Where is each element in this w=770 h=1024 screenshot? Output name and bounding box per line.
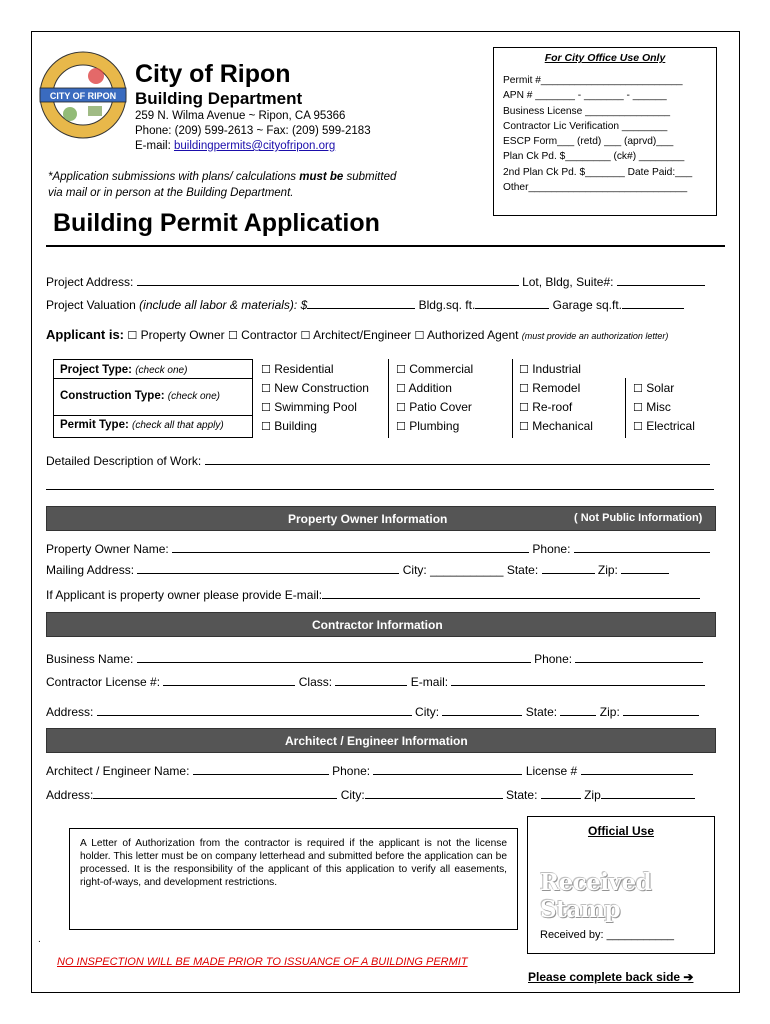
contractor-address-field[interactable] <box>97 705 412 716</box>
page-title: Building Permit Application <box>53 209 380 237</box>
office-use-title: For City Office Use Only <box>544 52 666 64</box>
label-solar: Solar <box>646 381 675 395</box>
label-patio-cover: Patio Cover <box>409 400 472 414</box>
option-commercial[interactable] <box>396 362 473 376</box>
architect-zip-field[interactable] <box>601 788 695 799</box>
contractor-city-field[interactable] <box>442 705 522 716</box>
architect-city-label: City: <box>340 788 365 802</box>
contractor-zip-field[interactable] <box>623 705 699 716</box>
architect-name-row <box>46 764 693 778</box>
description-field[interactable] <box>205 454 710 465</box>
class-label: Class: <box>298 675 333 689</box>
city-phone-fax: Phone: (209) 599-2613 ~ Fax: (209) 599-2183 <box>135 125 371 137</box>
project-type-text: Project Type: <box>60 364 136 376</box>
architect-license-label: License # <box>525 764 578 778</box>
project-address-field[interactable] <box>137 275 519 286</box>
checkbox-swimming-pool[interactable]: ☐ <box>261 401 271 414</box>
license-row <box>46 675 705 689</box>
garage-sqft-label: Garage sq.ft. <box>552 298 623 312</box>
official-use-title: Official Use <box>587 824 655 838</box>
owner-zip-field[interactable] <box>621 563 669 574</box>
col-sep-2 <box>512 359 513 438</box>
submission-note-line2: via mail or in person at the Building Department. <box>48 187 294 199</box>
label-re-roof: Re-roof <box>532 400 573 414</box>
office-use-box <box>493 47 717 216</box>
contractor-section-header <box>46 612 716 637</box>
checkbox-re-roof[interactable]: ☐ <box>519 401 529 414</box>
label-mechanical: Mechanical <box>532 419 593 433</box>
option-addition[interactable] <box>396 381 452 395</box>
option-swimming-pool[interactable] <box>261 400 357 414</box>
owner-section-header <box>46 506 716 531</box>
bldg-sqft-label: Bldg.sq. ft. <box>418 298 476 312</box>
checkbox-commercial[interactable]: ☐ <box>396 363 406 376</box>
note-bold: must be <box>299 171 344 183</box>
license-field[interactable] <box>163 675 295 686</box>
project-valuation-row <box>46 298 684 312</box>
owner-state-field[interactable] <box>542 563 595 574</box>
contractor-state-label: State: <box>525 705 558 719</box>
project-type-label <box>60 364 187 376</box>
owner-name-field[interactable] <box>172 542 529 553</box>
lot-field[interactable] <box>617 275 705 286</box>
owner-name-label: Property Owner Name: <box>46 542 169 556</box>
note-suffix: submitted <box>343 171 397 183</box>
svg-text:CITY OF RIPON: CITY OF RIPON <box>49 91 117 101</box>
city-seal-logo <box>38 50 128 140</box>
label-new-construction: New Construction <box>274 381 369 395</box>
permit-type-text: Permit Type: <box>60 419 132 431</box>
architect-address-field[interactable] <box>93 788 337 799</box>
owner-mailing-row <box>46 563 669 577</box>
title-rule <box>46 245 725 247</box>
architect-license-field[interactable] <box>581 764 693 775</box>
architect-name-label: Architect / Engineer Name: <box>46 764 190 778</box>
valuation-field[interactable] <box>307 298 415 309</box>
checkbox-new-construction[interactable]: ☐ <box>261 382 271 395</box>
label-commercial: Commercial <box>409 362 474 376</box>
owner-state-label: State: <box>506 563 539 577</box>
owner-email-row <box>46 588 700 602</box>
label-electrical: Electrical <box>646 419 695 433</box>
applicant-option-contractor: Contractor <box>241 328 298 342</box>
option-remodel[interactable] <box>519 381 580 395</box>
office-line-2nd-plan: 2nd Plan Ck Pd. $_______ Date Paid:___ <box>503 166 693 178</box>
project-type-note: (check one) <box>135 365 188 376</box>
office-line-apn: APN # _______ - _______ - ______ <box>503 90 667 102</box>
contractor-state-field[interactable] <box>560 705 596 716</box>
applicant-option-architect: Architect/Engineer <box>313 328 412 342</box>
checkbox-misc[interactable]: ☐ <box>633 401 643 414</box>
checkbox-patio-cover[interactable]: ☐ <box>396 401 406 414</box>
bldg-sqft-field[interactable] <box>475 298 549 309</box>
lot-label: Lot, Bldg, Suite#: <box>522 275 614 289</box>
owner-city-label[interactable]: City: ___________ <box>402 563 504 577</box>
owner-mailing-field[interactable] <box>137 563 399 574</box>
label-plumbing: Plumbing <box>409 419 460 433</box>
option-industrial[interactable] <box>519 362 581 376</box>
checkbox-residential[interactable]: ☐ <box>261 363 271 376</box>
architect-section-header <box>46 728 716 753</box>
authorization-notice: A Letter of Authorization from the contractor is required if the applicant is not the license holder. This letter must be on company letterhead and submitted before the application can be processed. It is the responsibility of the applicant of this application to verify all easements, right-of-ways, and development restrictions. <box>69 828 518 930</box>
valuation-label: Project Valuation <box>46 298 140 312</box>
permit-type-label <box>60 419 224 431</box>
complete-back-side-link[interactable]: Please complete back side ➔ <box>528 970 694 984</box>
owner-name-row <box>46 542 710 556</box>
email-link[interactable]: buildingpermits@cityofripon.org <box>173 140 336 152</box>
col-sep-3 <box>625 378 626 438</box>
type-divider-2 <box>53 415 253 416</box>
applicant-row <box>46 327 668 342</box>
owner-email-label: If Applicant is property owner please provide E-mail: <box>46 588 323 602</box>
applicant-option-owner: Property Owner <box>140 328 225 342</box>
option-building[interactable] <box>261 419 317 433</box>
applicant-label: Applicant is: <box>46 327 125 342</box>
architect-name-field[interactable] <box>193 764 329 775</box>
garage-sqft-field[interactable] <box>622 298 684 309</box>
option-patio-cover[interactable] <box>396 400 472 414</box>
contractor-address-label: Address: <box>46 705 94 719</box>
label-swimming-pool: Swimming Pool <box>274 400 357 414</box>
checkbox-architect[interactable]: ☐ <box>300 329 311 342</box>
label-misc: Misc <box>646 400 671 414</box>
owner-phone-field[interactable] <box>574 542 710 553</box>
contractor-zip-label: Zip: <box>599 705 620 719</box>
construction-type-text: Construction Type: <box>60 390 168 402</box>
checkbox-mechanical[interactable]: ☐ <box>519 420 529 433</box>
option-new-construction[interactable] <box>261 381 369 395</box>
received-by: Received by: ___________ <box>540 929 674 941</box>
contractor-city-label: City: <box>415 705 440 719</box>
checkbox-building[interactable]: ☐ <box>261 420 271 433</box>
architect-section-title: Architect / Engineer Information <box>285 734 468 748</box>
architect-address-row <box>46 788 695 802</box>
department-name: Building Department <box>135 89 303 108</box>
office-line-business: Business License _______________ <box>503 105 671 117</box>
option-re-roof[interactable] <box>519 400 572 414</box>
architect-zip-label: Zip <box>584 788 601 802</box>
note-prefix: *Application submissions with plans/ calculations <box>48 171 300 183</box>
business-name-field[interactable] <box>137 652 531 663</box>
checkbox-owner[interactable]: ☐ <box>127 329 138 342</box>
label-residential: Residential <box>274 362 334 376</box>
permit-type-note: (check all that apply) <box>132 420 224 431</box>
architect-state-label: State: <box>506 788 538 802</box>
label-industrial: Industrial <box>532 362 581 376</box>
applicant-option-agent: Authorized Agent <box>427 328 519 342</box>
architect-state-field[interactable] <box>541 788 581 799</box>
city-email-row <box>135 140 335 152</box>
architect-address-label: Address: <box>46 788 94 802</box>
project-address-row <box>46 275 705 289</box>
email-label: E-mail: <box>135 140 174 152</box>
business-phone-field[interactable] <box>575 652 703 663</box>
description-row <box>46 454 710 468</box>
project-address-label: Project Address: <box>46 275 134 289</box>
office-line-permit: Permit #_________________________ <box>503 75 683 86</box>
checkbox-electrical[interactable]: ☐ <box>633 420 643 433</box>
office-line-escp: ESCP Form___ (retd) ___ (aprvd)___ <box>503 136 674 148</box>
stray-dot: . <box>38 934 41 945</box>
option-electrical[interactable] <box>633 419 695 433</box>
owner-zip-label: Zip: <box>597 563 618 577</box>
description-label: Detailed Description of Work: <box>46 454 202 468</box>
official-use-box <box>527 816 715 954</box>
checkbox-solar[interactable]: ☐ <box>633 382 643 395</box>
owner-mailing-label: Mailing Address: <box>46 563 135 577</box>
checkbox-contractor[interactable]: ☐ <box>227 329 238 342</box>
checkbox-remodel[interactable]: ☐ <box>519 382 529 395</box>
owner-section-title: Property Owner Information <box>288 512 448 526</box>
agent-note: (must provide an authorization letter) <box>521 331 669 341</box>
option-solar[interactable] <box>633 381 674 395</box>
inspection-warning: NO INSPECTION WILL BE MADE PRIOR TO ISSUANCE OF A BUILDING PERMIT <box>57 956 468 968</box>
construction-type-label <box>60 390 220 402</box>
submission-note <box>48 171 396 183</box>
architect-city-field[interactable] <box>365 788 503 799</box>
checkbox-industrial[interactable]: ☐ <box>519 363 529 376</box>
type-divider-1 <box>53 378 253 379</box>
col-sep-1 <box>388 359 389 438</box>
class-field[interactable] <box>335 675 407 686</box>
construction-type-note: (check one) <box>167 391 221 402</box>
business-name-row <box>46 652 703 666</box>
architect-phone-field[interactable] <box>373 764 522 775</box>
label-remodel: Remodel <box>532 381 581 395</box>
office-line-plan-check: Plan Ck Pd. $________ (ck#) ________ <box>503 151 685 163</box>
received-stamp-watermark: Received Stamp <box>540 869 652 923</box>
option-mechanical[interactable] <box>519 419 593 433</box>
option-plumbing[interactable] <box>396 419 459 433</box>
owner-phone-label: Phone: <box>532 542 571 556</box>
architect-phone-label: Phone: <box>332 764 371 778</box>
checkbox-plumbing[interactable]: ☐ <box>396 420 406 433</box>
owner-section-note: ( Not Public Information) <box>574 512 703 524</box>
label-building: Building <box>274 419 317 433</box>
license-label: Contractor License #: <box>46 675 161 689</box>
owner-email-field[interactable] <box>322 588 700 599</box>
contractor-email-field[interactable] <box>451 675 705 686</box>
option-misc[interactable] <box>633 400 671 414</box>
contractor-address-row <box>46 705 699 719</box>
city-name: City of Ripon <box>135 60 291 88</box>
label-addition: Addition <box>408 381 452 395</box>
description-field-line2[interactable] <box>46 489 714 490</box>
checkbox-addition[interactable]: ☐ <box>396 382 406 395</box>
city-address: 259 N. Wilma Avenue ~ Ripon, CA 95366 <box>135 110 346 122</box>
office-line-other: Other____________________________ <box>503 182 688 194</box>
option-residential[interactable] <box>261 362 334 376</box>
office-line-contractor: Contractor Lic Verification ________ <box>503 120 668 132</box>
business-name-label: Business Name: <box>46 652 134 666</box>
contractor-section-title: Contractor Information <box>312 618 443 632</box>
contractor-email-label: E-mail: <box>410 675 449 689</box>
business-phone-label: Phone: <box>534 652 573 666</box>
checkbox-agent[interactable]: ☐ <box>414 329 425 342</box>
valuation-note: (include all labor & materials): $ <box>139 298 308 312</box>
